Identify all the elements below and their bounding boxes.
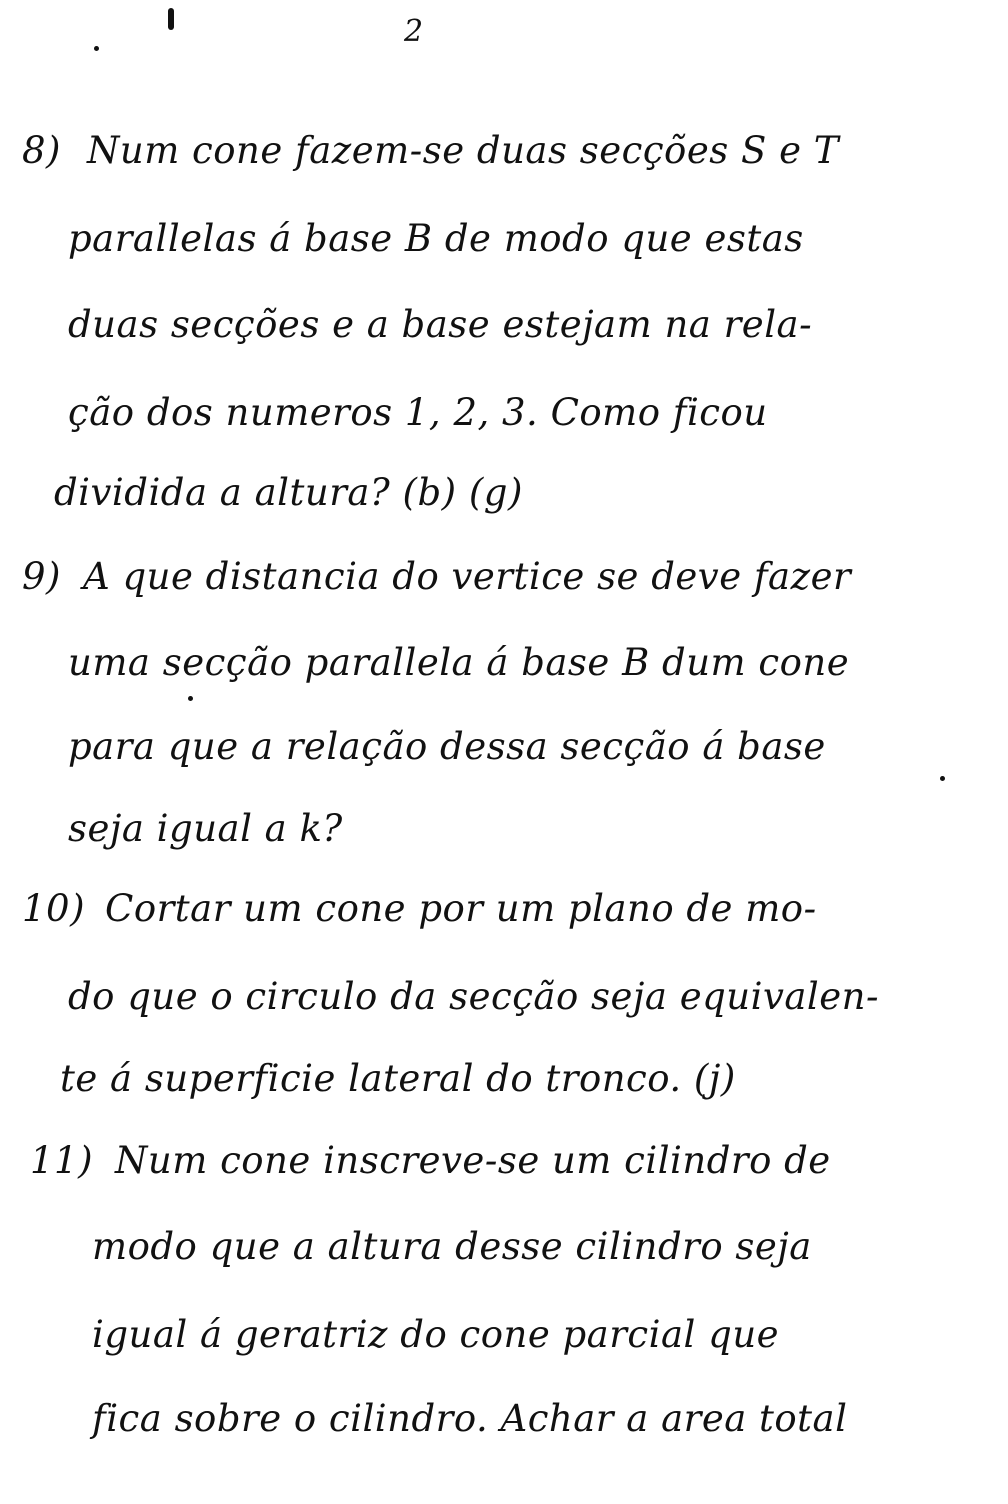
problem-10-line-1: [22, 887, 817, 930]
problem-text: Num cone fazem-se duas secções S e T: [86, 129, 839, 172]
problem-11-line-1: [30, 1139, 831, 1182]
problem-text: Num cone inscreve-se um cilindro de: [115, 1139, 831, 1182]
page-number: 2: [404, 14, 424, 49]
problem-9-line-1: [22, 555, 852, 598]
problem-9-line-4: seja igual a k?: [68, 807, 343, 850]
problem-8-line-5: dividida a altura? (b) (g): [54, 471, 523, 514]
problem-8-line-3: duas secções e a base estejam na rela-: [68, 303, 813, 346]
problem-10-line-3: te á superficie lateral do tronco. (j): [60, 1057, 736, 1100]
ink-mark: [940, 776, 945, 781]
problem-9-line-3: para que a relação dessa secção á base: [68, 725, 826, 768]
problem-text: Cortar um cone por um plano de mo-: [105, 887, 817, 930]
problem-number: 10): [22, 887, 86, 930]
problem-number: 11): [30, 1139, 94, 1182]
problem-11-line-4: fica sobre o cilindro. Achar a area total: [92, 1397, 848, 1440]
problem-10-line-2: do que o circulo da secção seja equivalen-: [68, 975, 879, 1018]
problem-11-line-3: igual á geratriz do cone parcial que: [92, 1313, 780, 1356]
problem-11-line-2: modo que a altura desse cilindro seja: [92, 1225, 812, 1268]
problem-8-line-4: ção dos numeros 1, 2, 3. Como ficou: [68, 391, 768, 434]
problem-text: A que distancia do vertice se deve fazer: [82, 555, 852, 598]
problem-9-line-2: uma secção parallela á base B dum cone: [68, 641, 850, 684]
problem-number: 8): [22, 129, 61, 172]
problem-8-line-1: [22, 129, 839, 172]
ink-mark: [94, 46, 99, 51]
problem-number: 9): [22, 555, 61, 598]
ink-mark: [168, 8, 174, 30]
problem-8-line-2: parallelas á base B de modo que estas: [68, 217, 804, 260]
ink-mark: [188, 696, 193, 701]
